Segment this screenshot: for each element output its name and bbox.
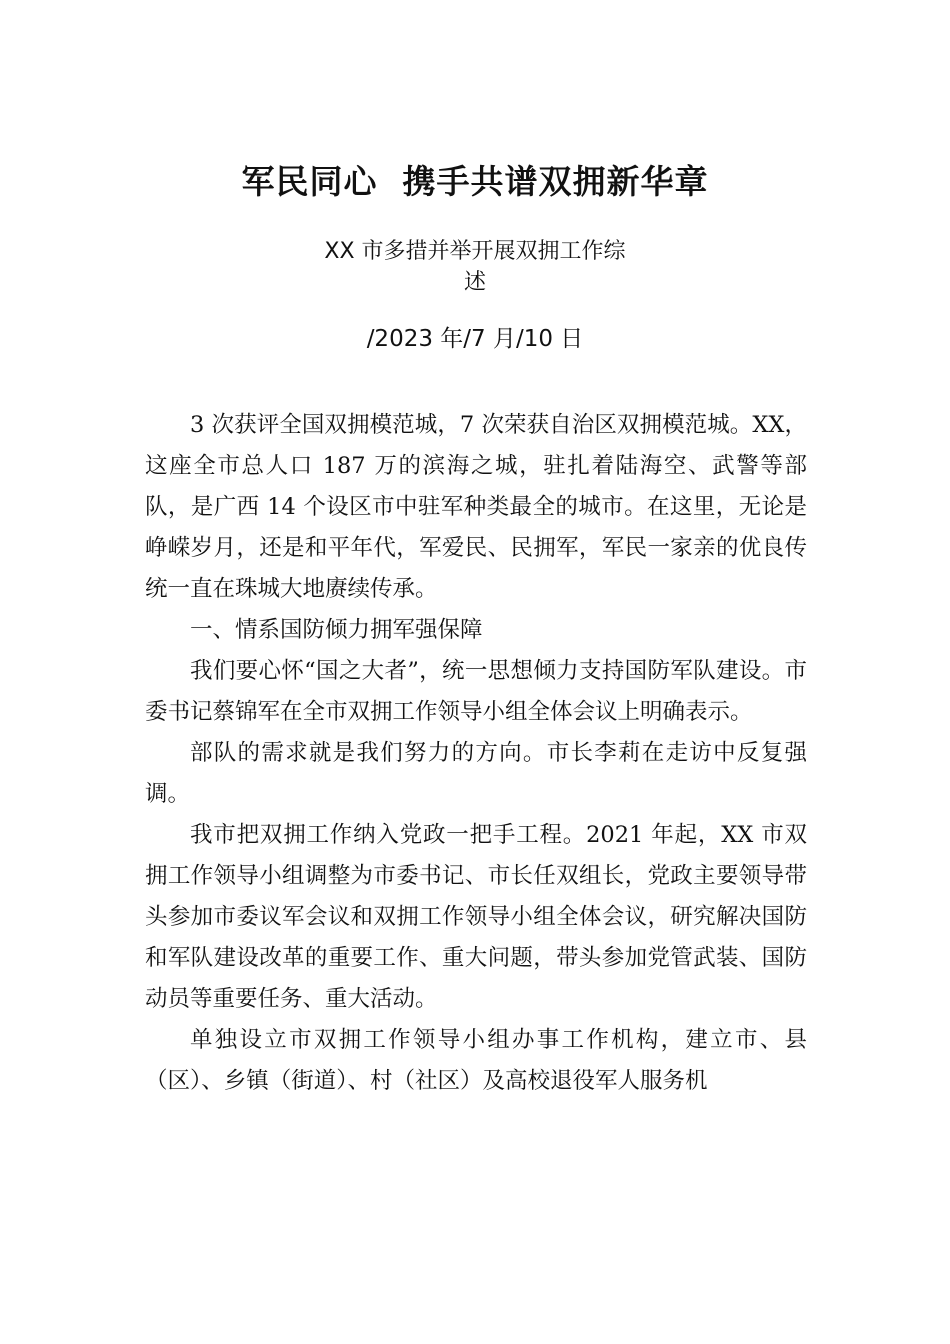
section-heading-1: 一、情系国防倾力拥军强保障	[190, 617, 483, 643]
subtitle-line-2: 述	[463, 270, 486, 295]
document-subtitle	[0, 236, 950, 298]
document-title: 军民同心 携手共谱双拥新华章	[241, 162, 709, 201]
paragraph-mayor: 部队的需求就是我们努力的方向。市长李莉在走访中反复强调。	[145, 740, 807, 807]
paragraph-intro: 3 次获评全国双拥模范城，7 次荣获自治区双拥模范城。XX，这座全市总人口 187 万的滨海之城，驻扎着陆海空、武警等部队，是广西 14 个设区市中驻军种类最全的城市。在这里，无论是峥嵘岁月，还是和平年代，军爱民、民拥军，军民一家亲的优良传统一直在珠城大地赓续传承。	[145, 412, 807, 602]
paragraph-leadership-project: 我市把双拥工作纳入党政一把手工程。2021 年起，XX 市双拥工作领导小组调整为市委书记、市长任双组长，党政主要领导带头参加市委议军会议和双拥工作领导小组全体会议，研究解决国防和军队建设改革的重要工作、重大问题，带头参加党管武装、国防动员等重要任务、重大活动。	[145, 822, 807, 1012]
document-date: /2023 年/7 月/10 日	[366, 326, 584, 352]
subtitle-line-1: XX 市多措并举开展双拥工作综	[324, 239, 626, 264]
document-body	[145, 405, 807, 1102]
paragraph-service-institutions: 单独设立市双拥工作领导小组办事工作机构，建立市、县（区）、乡镇（街道）、村（社区）及高校退役军人服务机	[145, 1027, 807, 1094]
paragraph-party-secretary: 我们要心怀“国之大者”，统一思想倾力支持国防军队建设。市委书记蔡锦军在全市双拥工作领导小组全体会议上明确表示。	[145, 658, 807, 725]
